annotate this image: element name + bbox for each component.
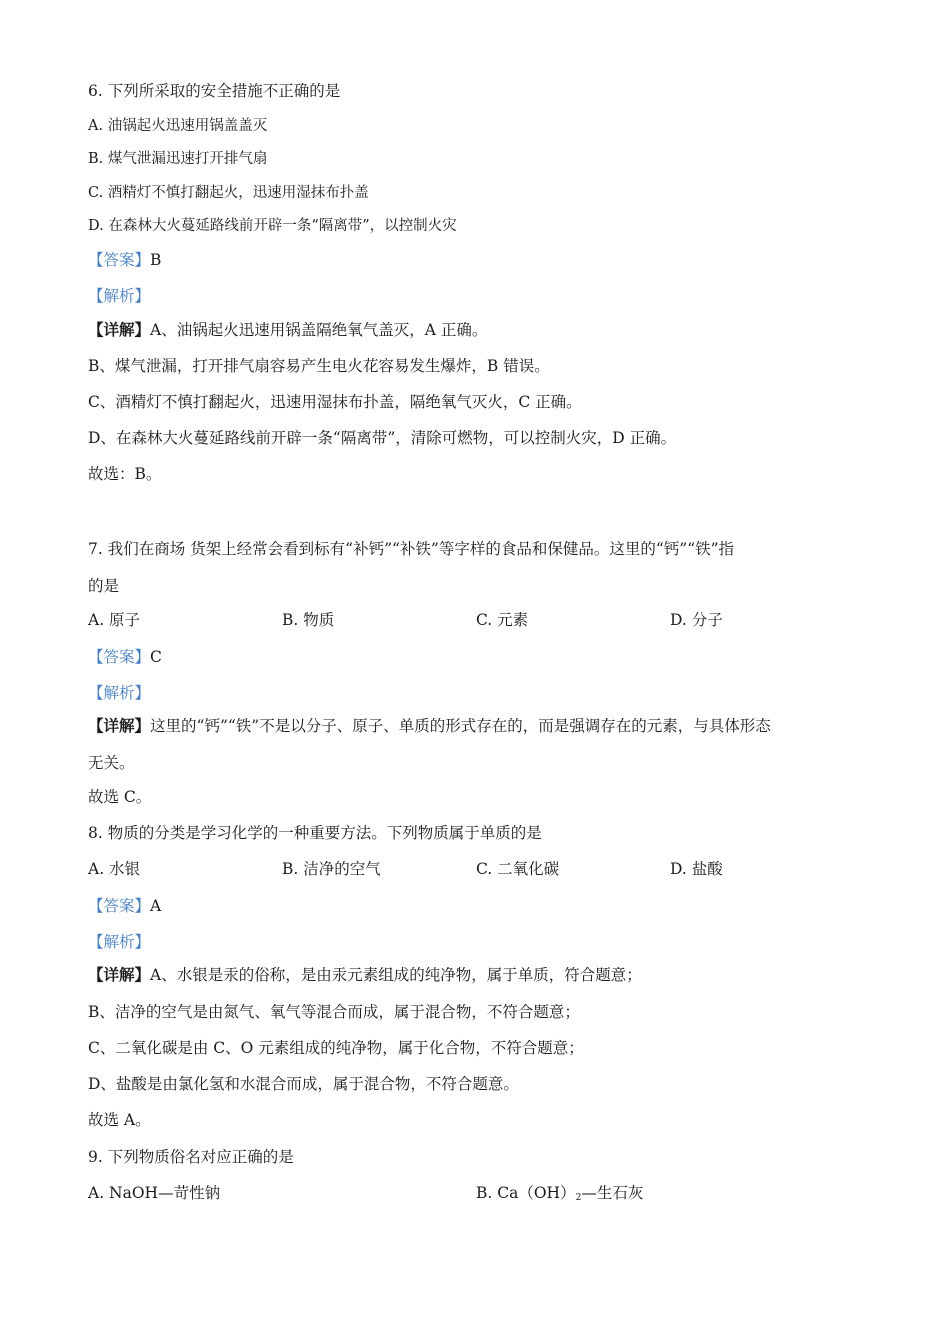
- detail-text: A、水银是汞的俗称，是由汞元素组成的纯净物，属于单质，符合题意；: [150, 966, 642, 984]
- option-b-suffix: —生石灰: [581, 1184, 644, 1202]
- question-8-stem: 8. 物质的分类是学习化学的一种重要方法。下列物质属于单质的是: [88, 824, 542, 842]
- question-6-option-d: D. 在森林大火蔓延路线前开辟一条“隔离带”，以控制火灾: [88, 218, 457, 234]
- question-7-answer: [88, 647, 162, 667]
- question-8-detail-c: C、二氧化碳是由 C、O 元素组成的纯净物，属于化合物，不符合题意；: [88, 1039, 584, 1057]
- question-6-answer: [88, 250, 161, 270]
- detail-text: 这里的“钙”“铁”不是以分子、原子、单质的形式存在的，而是强调存在的元素，与具体形态: [150, 717, 771, 735]
- question-8-option-d: D. 盐酸: [670, 860, 723, 878]
- question-6-detail-a: [88, 320, 487, 340]
- analysis-tag: 【解析】: [88, 933, 151, 951]
- answer-value: B: [150, 251, 162, 269]
- question-6-detail-b: B、煤气泄漏，打开排气扇容易产生电火花容易发生爆炸，B 错误。: [88, 357, 550, 375]
- answer-value: C: [150, 648, 162, 666]
- question-8-detail-d: D、盐酸是由氯化氢和水混合而成，属于混合物，不符合题意。: [88, 1075, 519, 1093]
- detail-text: A、油锅起火迅速用锅盖隔绝氧气盖灭，A 正确。: [150, 321, 488, 339]
- question-8-detail-a: [88, 965, 642, 985]
- question-7-stem-line1: 7. 我们在商场 货架上经常会看到标有“补钙”“补铁”等字样的食品和保健品。这里的“钙”“铁”指: [88, 540, 735, 558]
- question-7-option-a: A. 原子: [88, 611, 141, 629]
- analysis-tag: 【解析】: [88, 287, 151, 305]
- question-7-conclusion: 故选 C。: [88, 788, 152, 806]
- question-6-option-c: C. 酒精灯不慎打翻起火，迅速用湿抹布扑盖: [88, 185, 369, 201]
- question-7-analysis-tag: [88, 683, 150, 703]
- question-6-conclusion: 故选：B。: [88, 465, 162, 483]
- question-6-analysis-tag: [88, 286, 150, 306]
- detail-tag: 【详解】: [88, 965, 151, 984]
- question-6-option-a: A. 油锅起火迅速用锅盖盖灭: [88, 118, 268, 134]
- question-8-option-c: C. 二氧化碳: [476, 860, 560, 878]
- question-9-stem: 9. 下列物质俗名对应正确的是: [88, 1148, 294, 1166]
- question-8-analysis-tag: [88, 932, 150, 952]
- analysis-tag: 【解析】: [88, 684, 151, 702]
- question-8-option-b: B. 洁净的空气: [282, 860, 381, 878]
- question-7-option-b: B. 物质: [282, 611, 335, 629]
- question-9-option-a: A. NaOH—苛性钠: [88, 1184, 221, 1202]
- question-9-option-b: [476, 1183, 643, 1208]
- option-b-subscript: 2: [575, 1193, 582, 1203]
- answer-value: A: [150, 897, 162, 915]
- question-8-conclusion: 故选 A。: [88, 1111, 151, 1129]
- question-6-stem: 6. 下列所采取的安全措施不正确的是: [88, 82, 341, 100]
- answer-tag: 【答案】: [88, 251, 151, 269]
- detail-tag: 【详解】: [88, 320, 151, 339]
- question-7-option-c: C. 元素: [476, 611, 529, 629]
- question-7-stem-line2: 的是: [88, 577, 120, 595]
- question-6-detail-c: C、酒精灯不慎打翻起火，迅速用湿抹布扑盖，隔绝氧气灭火，C 正确。: [88, 393, 582, 411]
- answer-tag: 【答案】: [88, 897, 151, 915]
- question-6-detail-d: D、在森林大火蔓延路线前开辟一条“隔离带”，清除可燃物，可以控制火灾，D 正确。: [88, 429, 677, 447]
- question-7-detail-line1: [88, 716, 771, 736]
- question-8-option-a: A. 水银: [88, 860, 141, 878]
- detail-tag: 【详解】: [88, 716, 151, 735]
- answer-tag: 【答案】: [88, 648, 151, 666]
- question-8-answer: [88, 896, 161, 916]
- question-8-detail-b: B、洁净的空气是由氮气、氧气等混合而成，属于混合物，不符合题意；: [88, 1003, 580, 1021]
- question-7-option-d: D. 分子: [670, 611, 723, 629]
- option-b-prefix: B. Ca（OH）: [476, 1184, 576, 1202]
- question-7-detail-line2: 无关。: [88, 754, 135, 772]
- question-6-option-b: B. 煤气泄漏迅速打开排气扇: [88, 151, 268, 167]
